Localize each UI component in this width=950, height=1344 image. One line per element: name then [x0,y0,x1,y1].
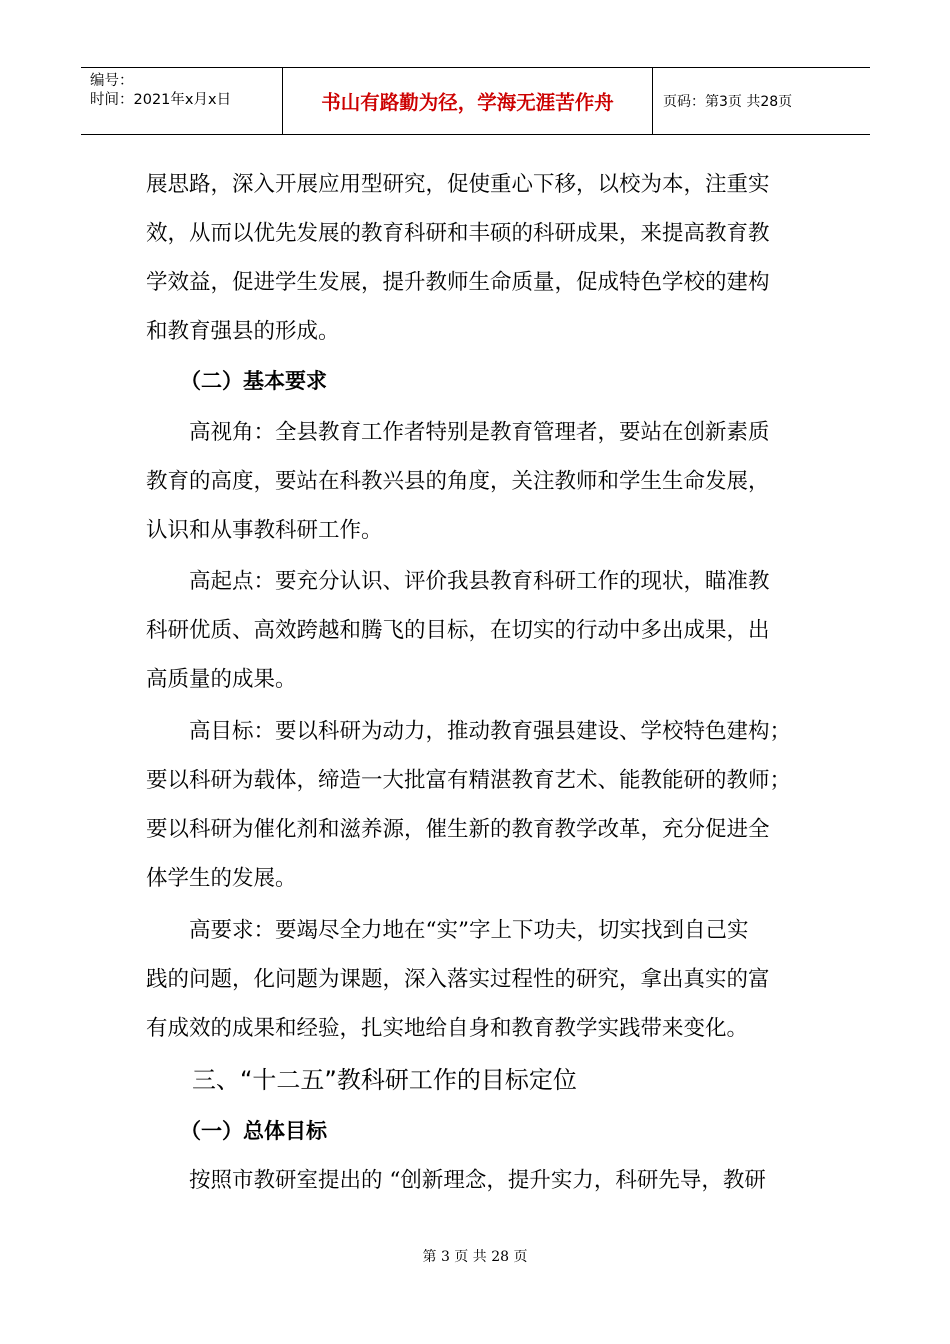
body-line: 科研优质、高效跨越和腾飞的目标，在切实的行动中多出成果，出 [146,618,770,643]
section-subheading: （一）总体目标 [180,1119,327,1143]
body-line: 要以科研为载体，缔造一大批富有精湛教育艺术、能教能研的教师； [146,768,792,793]
body-line: 高目标：要以科研为动力，推动教育强县建设、学校特色建构； [189,719,792,744]
body-line: 践的问题，化问题为课题，深入落实过程性的研究，拿出真实的富 [146,967,770,992]
body-line: 高质量的成果。 [146,667,297,692]
header-motto: 书山有路勤为径，学海无涯苦作舟 [282,68,653,134]
document-header [81,67,870,135]
body-line: 认识和从事教科研工作。 [146,518,383,543]
body-line: 教育的高度，要站在科教兴县的角度，关注教师和学生生命发展， [146,469,770,494]
header-page-info: 页码：第3页 共28页 [663,94,793,110]
body-line: 体学生的发展。 [146,866,297,891]
header-date: 时间：2021年x月x日 [90,92,232,108]
body-line: 高起点：要充分认识、评价我县教育科研工作的现状，瞄准教 [189,569,770,594]
body-line: 要以科研为催化剂和滋养源，催生新的教育教学改革，充分促进全 [146,817,770,842]
section-heading: 三、“十二五”教科研工作的目标定位 [192,1066,577,1094]
body-line: 高要求：要竭尽全力地在“实”字上下功夫，切实找到自己实 [189,918,749,943]
body-line: 展思路，深入开展应用型研究，促使重心下移，以校为本，注重实 [146,172,770,197]
body-line: 有成效的成果和经验，扎实地给自身和教育教学实践带来变化。 [146,1016,749,1041]
header-number: 编号： [90,73,134,89]
body-line: 和教育强县的形成。 [146,319,340,344]
body-line: 高视角：全县教育工作者特别是教育管理者，要站在创新素质 [189,420,770,445]
page-footer: 第 3 页 共 28 页 [422,1249,528,1265]
body-line: 按照市教研室提出的 “创新理念，提升实力，科研先导，教研 [189,1168,766,1193]
section-subheading: （二）基本要求 [180,369,327,393]
body-line: 效，从而以优先发展的教育科研和丰硕的科研成果，来提高教育教 [146,221,770,246]
header-meta [81,68,282,134]
body-line: 学效益，促进学生发展，提升教师生命质量，促成特色学校的建构 [146,270,770,295]
